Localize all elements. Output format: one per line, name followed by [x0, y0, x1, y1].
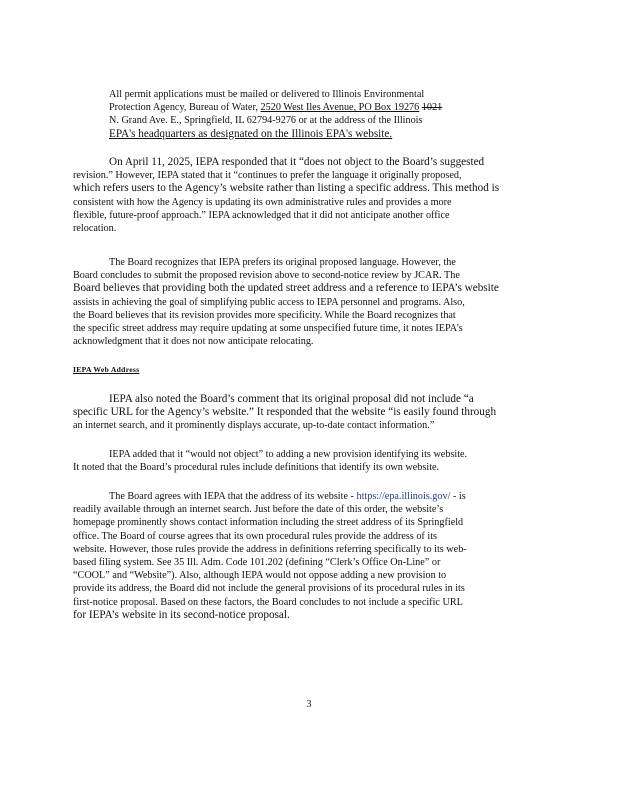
- paragraph-line: homepage prominently shows contact information including the street address of its Springfield: [73, 517, 464, 529]
- quoted-rule-text: [109, 88, 509, 141]
- paragraph-line: It noted that the Board’s procedural rules include definitions that identify its own website.: [73, 462, 440, 474]
- section-heading: IEPA Web Address: [73, 365, 140, 374]
- paragraph-line: the Board believes that its revision provides more specificity. While the Board recognizes that: [73, 309, 456, 321]
- paragraph-line: which refers users to the Agency’s website rather than listing a specific address. This method is: [73, 182, 500, 195]
- paragraph-line: for IEPA’s website in its second-notice proposal.: [73, 608, 290, 621]
- website-link[interactable]: https://epa.illinois.gov/: [356, 491, 451, 502]
- paragraph-iepa-response: [73, 156, 543, 235]
- paragraph-line: specific URL for the Agency’s website.” It responded that the website “is easily found through: [73, 406, 497, 419]
- paragraph-line: readily available through an internet search. Just before the date of this order, the website’s: [73, 504, 444, 516]
- paragraph-line: based filing system. See 35 Ill. Adm. Code 101.202 (defining “Clerk’s Office On-Line” or: [73, 557, 441, 569]
- quote-line: All permit applications must be mailed or delivered to Illinois Environmental: [109, 89, 425, 100]
- paragraph-line: The Board agrees with IEPA that the address of its website - https://epa.illinois.gov/ - is: [109, 491, 466, 502]
- paragraph-board-agrees: [73, 490, 543, 622]
- paragraph-line: Board believes that providing both the updated street address and a reference to IEPA’s website: [73, 282, 499, 295]
- paragraph-line: The Board recognizes that IEPA prefers its original proposed language. However, the: [109, 257, 456, 268]
- paragraph-line: the specific street address may require updating at some unspecified future time, it notes IEPA’s: [73, 323, 463, 335]
- quote-line: N. Grand Ave. E., Springfield, IL 62794-9276 or at the address of the Illinois: [109, 115, 423, 127]
- paragraph-board-recognizes: [73, 256, 543, 348]
- quote-line: EPA's headquarters as designated on the Illinois EPA's website.: [109, 127, 393, 140]
- paragraph-line: assists in achieving the goal of simplifying public access to IEPA personnel and programs. Also,: [73, 296, 465, 308]
- paragraph-line: “COOL” and “Website”). Also, although IEPA would not oppose adding a new provision to: [73, 570, 447, 582]
- paragraph-line: office. The Board of course agrees that its own procedural rules provide the address of its: [73, 530, 437, 542]
- paragraph-line: IEPA also noted the Board’s comment that its original proposal did not include “a: [109, 393, 474, 405]
- paragraph-line: IEPA added that it “would not object” to adding a new provision identifying its website.: [109, 449, 468, 460]
- paragraph-line: relocation.: [73, 223, 117, 235]
- quote-line: Protection Agency, Bureau of Water, 2520 West Iles Avenue, PO Box 19276 1021: [109, 102, 443, 114]
- paragraph-url-comment: [73, 393, 543, 433]
- struck-number: 1021: [421, 102, 443, 114]
- paragraph-line: an internet search, and it prominently displays accurate, up-to-date contact information.”: [73, 420, 435, 432]
- paragraph-line: Board concludes to submit the proposed revision above to second-notice review by JCAR. The: [73, 270, 460, 282]
- paragraph-line: consistent with how the Agency is updating its own administrative rules and provides a more: [73, 196, 452, 208]
- paragraph-line: first-notice proposal. Based on these factors, the Board concludes to not include a specific URL: [73, 596, 463, 608]
- underlined-address: 2520 West Iles Avenue, PO Box 19276: [260, 102, 420, 114]
- paragraph-line: acknowledgment that it does not now anticipate relocating.: [73, 336, 314, 348]
- page-number: 3: [306, 699, 312, 710]
- paragraph-line: revision.” However, IEPA stated that it “continues to prefer the language it originally proposed,: [73, 170, 462, 182]
- paragraph-line: flexible, future-proof approach.” IEPA acknowledged that it did not anticipate another office: [73, 209, 450, 221]
- paragraph-would-not-object: [73, 448, 543, 474]
- paragraph-line: provide its address, the Board did not include the general provisions of its procedural rules in its: [73, 583, 465, 595]
- paragraph-line: On April 11, 2025, IEPA responded that it “does not object to the Board’s suggested: [109, 156, 485, 168]
- paragraph-line: website. However, those rules provide the address in definitions referring specifically to its web-: [73, 543, 467, 555]
